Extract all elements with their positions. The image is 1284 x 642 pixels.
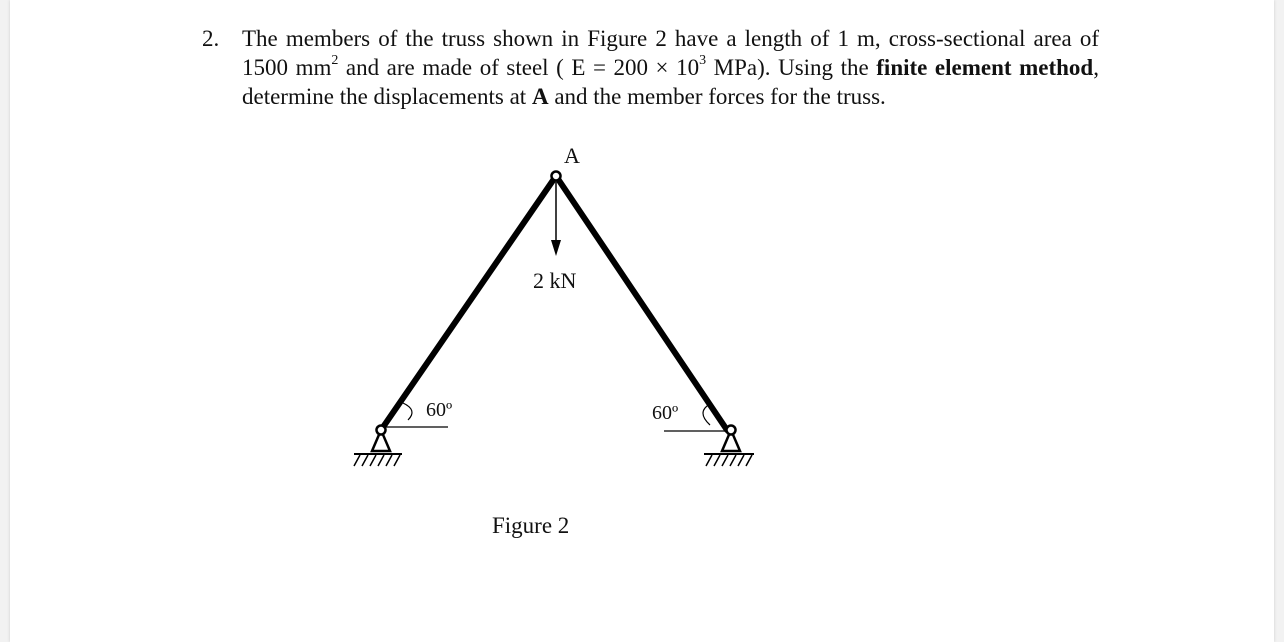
- bold-node-a: A: [531, 84, 549, 109]
- superscript-area-exponent: 2: [331, 53, 339, 69]
- truss-figure: [10, 0, 1274, 642]
- problem-text-part: and the member forces for the truss.: [548, 84, 886, 109]
- load-arrow-head: [551, 240, 561, 256]
- node-a-label: A: [564, 143, 580, 168]
- problem-number: 2.: [202, 26, 220, 51]
- right-member: [556, 176, 727, 430]
- document-page: [10, 0, 1274, 642]
- problem-text-part: The members of the truss shown in Figure 2 have a length of 1 m, cross-sectional area of 1500 mm: [242, 26, 1099, 80]
- left-pin-support: [354, 426, 402, 467]
- left-angle-label: 60º: [426, 399, 453, 421]
- node-a-pin: [552, 172, 561, 181]
- load-label: 2 kN: [533, 268, 577, 293]
- problem-text-part: and are made of steel ( E = 200 × 10: [338, 55, 700, 80]
- problem-text-part: , determine the displacements at: [242, 55, 1099, 109]
- bold-method: finite element method: [876, 55, 1094, 80]
- figure-caption: Figure 2: [492, 513, 570, 538]
- right-angle-label: 60º: [652, 402, 679, 424]
- left-member: [381, 176, 556, 430]
- superscript-modulus-exponent: 3: [699, 53, 707, 69]
- problem-text-part: MPa). Using the: [706, 55, 877, 80]
